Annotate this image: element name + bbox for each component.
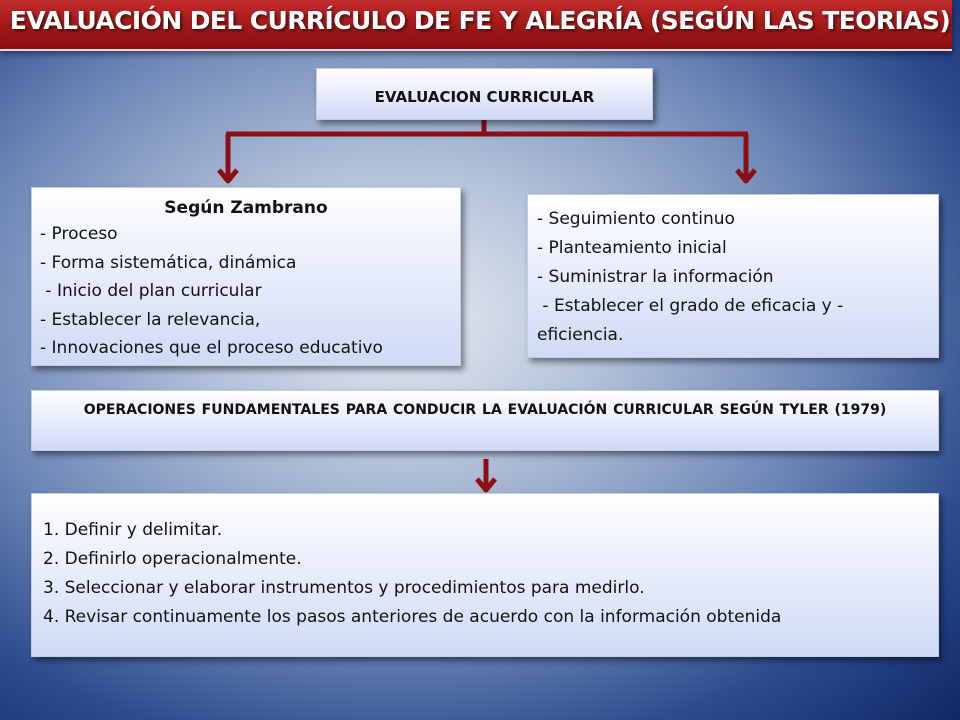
step-item: 2. Definirlo operacionalmente. (43, 549, 302, 569)
zambrano-item: - Establecer la relevancia, (40, 309, 261, 330)
right-item: - Planteamiento inicial (537, 238, 727, 258)
zambrano-item: - Proceso (40, 224, 118, 244)
tyler-heading-box: OPERACIONES FUNDAMENTALES PARA CONDUCIR LA EVALUACIÓN CURRICULAR SEGÚN TYLER (1979) (31, 390, 939, 451)
root-node-evaluacion-curricular: EVALUACION CURRICULAR (316, 68, 653, 120)
right-arrowhead (737, 170, 755, 181)
slide-title: EVALUACIÓN DEL CURRÍCULO DE FE Y ALEGRÍA (SEGÚN LAS TEORIAS) (9, 6, 951, 35)
right-branch-box (527, 194, 939, 358)
step-item: 3. Seleccionar y elaborar instrumentos y procedimientos para medirlo. (43, 578, 645, 598)
right-item: - Establecer el grado de eficacia y - eficiencia. (537, 296, 849, 345)
zambrano-box (31, 187, 461, 366)
step-item: 1. Definir y delimitar. (43, 520, 223, 540)
zambrano-item: - Forma sistemática, dinámica (40, 252, 297, 273)
right-item: - Seguimiento continuo (537, 209, 735, 229)
left-arrowhead (219, 170, 237, 181)
zambrano-item: - Innovaciones que el proceso educativo (40, 338, 383, 358)
zambrano-title: Según Zambrano (164, 198, 328, 218)
tyler-steps-box (31, 493, 939, 657)
step-item: 4. Revisar continuamente los pasos anteriores de acuerdo con la información obtenida (43, 607, 782, 627)
right-item: - Suministrar la información (537, 267, 774, 287)
zambrano-item: - Inicio del plan curricular (40, 281, 262, 301)
tyler-arrowhead (477, 479, 495, 490)
